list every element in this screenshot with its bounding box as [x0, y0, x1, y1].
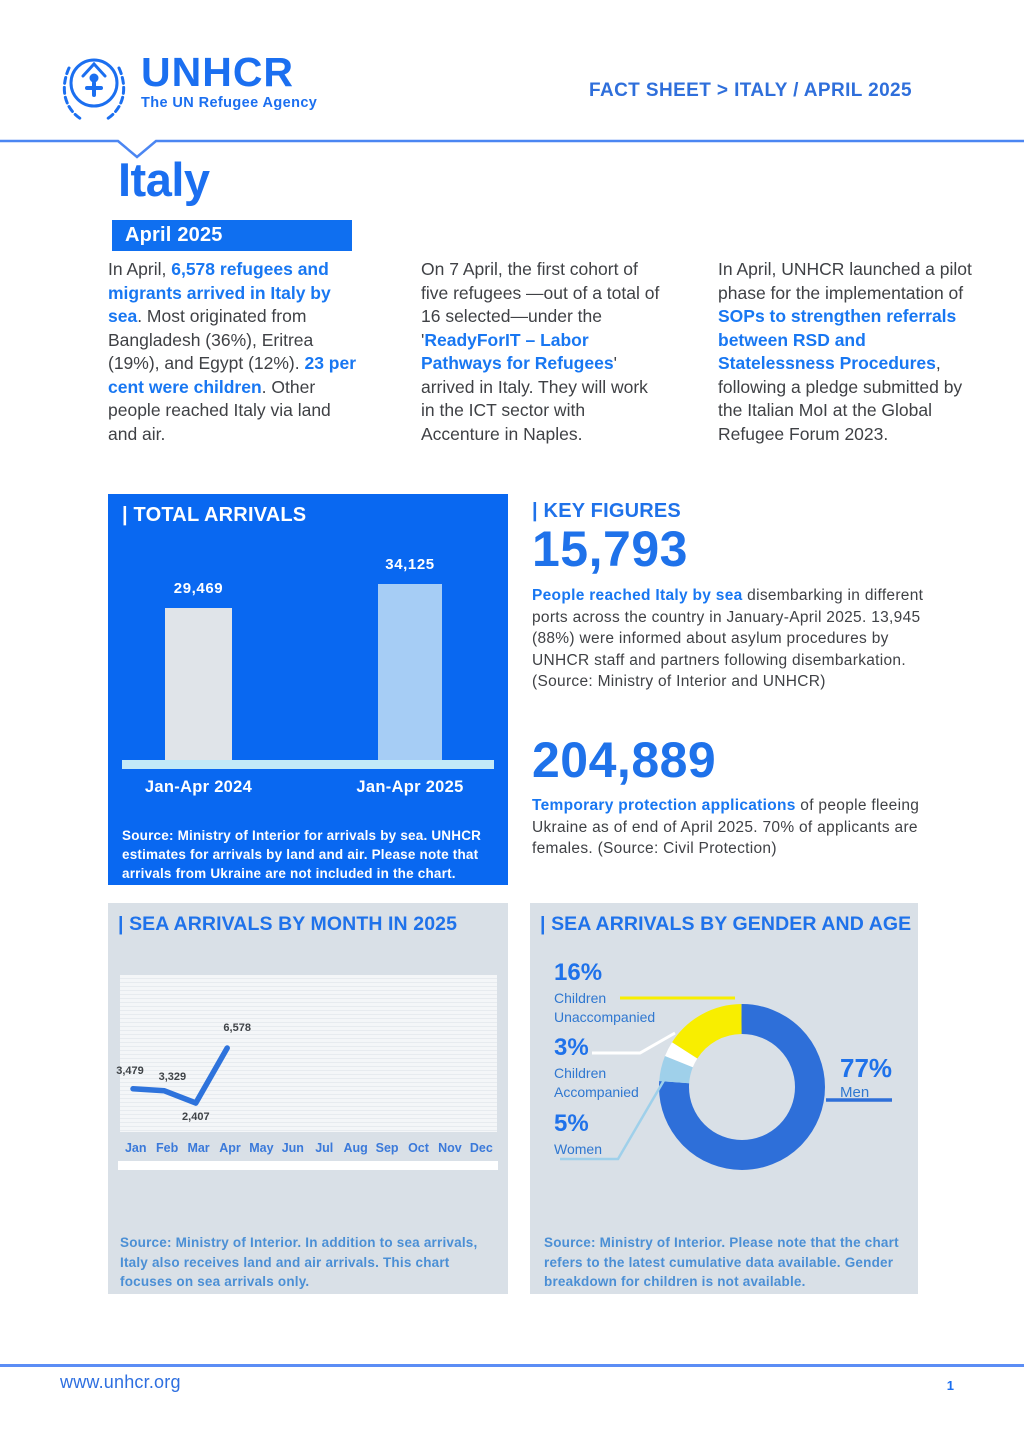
fact-sheet-label: FACT SHEET > ITALY / APRIL 2025 — [588, 80, 912, 101]
month-tick-dec: Dec — [469, 1141, 493, 1155]
highlighted-text[interactable]: SOPs to strengthen referrals between RSD and Statelessness Procedures — [718, 306, 957, 373]
pct-children-unaccompanied: 16% — [554, 959, 603, 986]
text-segment: , following a pledge submitted by the Italian MoI at the Global Refugee Forum 2023. — [718, 353, 963, 444]
bar-value-label: 34,125 — [385, 556, 435, 573]
bar-chart-baseline — [122, 760, 494, 769]
pct-children-accompanied: 3% — [554, 1034, 589, 1061]
month-tick-nov: Nov — [438, 1141, 462, 1155]
line-chart — [116, 975, 497, 1132]
month-tick-jan: Jan — [124, 1141, 147, 1155]
intro-column-2 — [421, 258, 664, 446]
highlighted-text[interactable]: ReadyForIT – Labor Pathways for Refugees — [421, 329, 614, 373]
intro-column-1 — [108, 258, 360, 446]
line-chart-plot — [120, 975, 497, 1132]
brand-name: UNHCR — [141, 49, 295, 95]
month-tick-aug: Aug — [343, 1141, 368, 1155]
bar-category-label: Jan-Apr 2024 — [144, 778, 253, 796]
line-point-label: 2,407 — [182, 1110, 210, 1123]
footer-divider — [0, 1364, 1024, 1367]
gender-age-title: | SEA ARRIVALS BY GENDER AND AGE — [540, 913, 912, 935]
label-women: Women — [554, 1141, 602, 1157]
month-axis — [120, 1141, 497, 1155]
month-tick-mar: Mar — [187, 1141, 210, 1155]
line-point-label: 6,578 — [223, 1022, 251, 1034]
highlighted-text: 23 per cent were children — [108, 353, 357, 397]
sea-arrivals-month-panel — [108, 903, 508, 1294]
text-segment: On 7 April, the first cohort of five refugees —out of a total of 16 selected—under the ' — [421, 259, 660, 350]
month-tick-oct: Oct — [408, 1141, 429, 1155]
text-segment: . Most originated from Bangladesh (36%), Eritrea (19%), and Egypt (12%). — [108, 306, 314, 373]
key-figure-rest-tp: of people fleeing Ukraine as of end of April 2025. 70% of applicants are females. (Source: Civil Protection) — [532, 797, 920, 857]
text-segment: . Other people reached Italy via land and air. — [108, 376, 331, 444]
bar-value-label: 29,469 — [173, 580, 224, 597]
label-men: Men — [840, 1084, 870, 1101]
bar-jan-apr-2025 — [378, 584, 442, 760]
key-figure-number-sea: 15,793 — [532, 521, 688, 577]
page-title: Italy — [118, 153, 210, 206]
pct-men: 77% — [840, 1053, 893, 1083]
highlighted-text: 6,578 refugees and migrants arrived in Italy by sea — [108, 259, 331, 326]
axis-underline — [118, 1161, 498, 1170]
label-children-unaccompanied: Children Unaccompanied — [554, 990, 656, 1025]
line-point-label: 3,479 — [116, 1064, 144, 1077]
footer-link[interactable]: www.unhcr.org — [60, 1372, 181, 1392]
total-arrivals-source: Source: Ministry of Interior for arrivals by sea. UNHCR estimates for arrivals by land and air. Please note that arrivals from Ukraine are not included in the chart. — [122, 828, 482, 881]
period-badge: April 2025 — [112, 220, 352, 251]
bar-category-label: Jan-Apr 2025 — [356, 778, 464, 796]
total-arrivals-panel — [108, 494, 508, 885]
key-figure-text-tp — [532, 795, 924, 860]
line-point-label: 3,329 — [158, 1070, 187, 1083]
total-arrivals-title: | TOTAL ARRIVALS — [122, 504, 307, 526]
text-segment: In April, UNHCR launched a pilot phase for the implementation of — [718, 259, 972, 303]
brand-tagline: The UN Refugee Agency — [141, 95, 318, 111]
key-figures-title: | KEY FIGURES — [532, 500, 681, 522]
sea-arrivals-month-source: Source: Ministry of Interior. In addition to sea arrivals, Italy also receives land and air arrivals. This chart focuses on sea arrivals only. — [120, 1235, 478, 1289]
key-figure-rest-sea: disembarking in different ports across the country in January-April 2025. 13,945 (88%) were informed about asylum procedures by UNHCR staff and partners following disembarkation. (Source: Ministry of Interior and UNHCR) — [532, 587, 924, 690]
sea-arrivals-month-title: | SEA ARRIVALS BY MONTH IN 2025 — [118, 913, 458, 935]
month-tick-may: May — [249, 1141, 274, 1155]
text-segment: In April, — [108, 259, 172, 279]
leader-line-children-accompanied — [592, 1033, 675, 1053]
gender-age-source: Source: Ministry of Interior. Please note that the chart refers to the latest cumulative data available. Gender breakdown for children is not available. — [544, 1235, 899, 1289]
text-segment: ' arrived in Italy. They will work in the ICT sector with Accenture in Naples. — [421, 353, 648, 444]
intro-column-3 — [718, 258, 972, 446]
key-figure-lead-sea: People reached Italy by sea — [532, 587, 743, 604]
gender-age-panel — [530, 903, 918, 1294]
key-figure-lead-tp: Temporary protection applications — [532, 797, 796, 814]
month-tick-apr: Apr — [219, 1141, 241, 1155]
month-tick-jun: Jun — [281, 1141, 304, 1155]
month-tick-sep: Sep — [375, 1141, 399, 1155]
label-children-accompanied: Children Accompanied — [554, 1065, 639, 1100]
page-number: 1 — [946, 1378, 954, 1393]
key-figure-text-sea — [532, 585, 924, 693]
unhcr-emblem-icon — [57, 50, 131, 126]
key-figure-number-tp: 204,889 — [532, 732, 717, 788]
month-tick-jul: Jul — [315, 1141, 334, 1155]
bar-jan-apr-2024 — [165, 608, 232, 760]
pct-women: 5% — [554, 1110, 589, 1137]
month-tick-feb: Feb — [156, 1141, 179, 1155]
unhcr-logo — [57, 50, 317, 126]
